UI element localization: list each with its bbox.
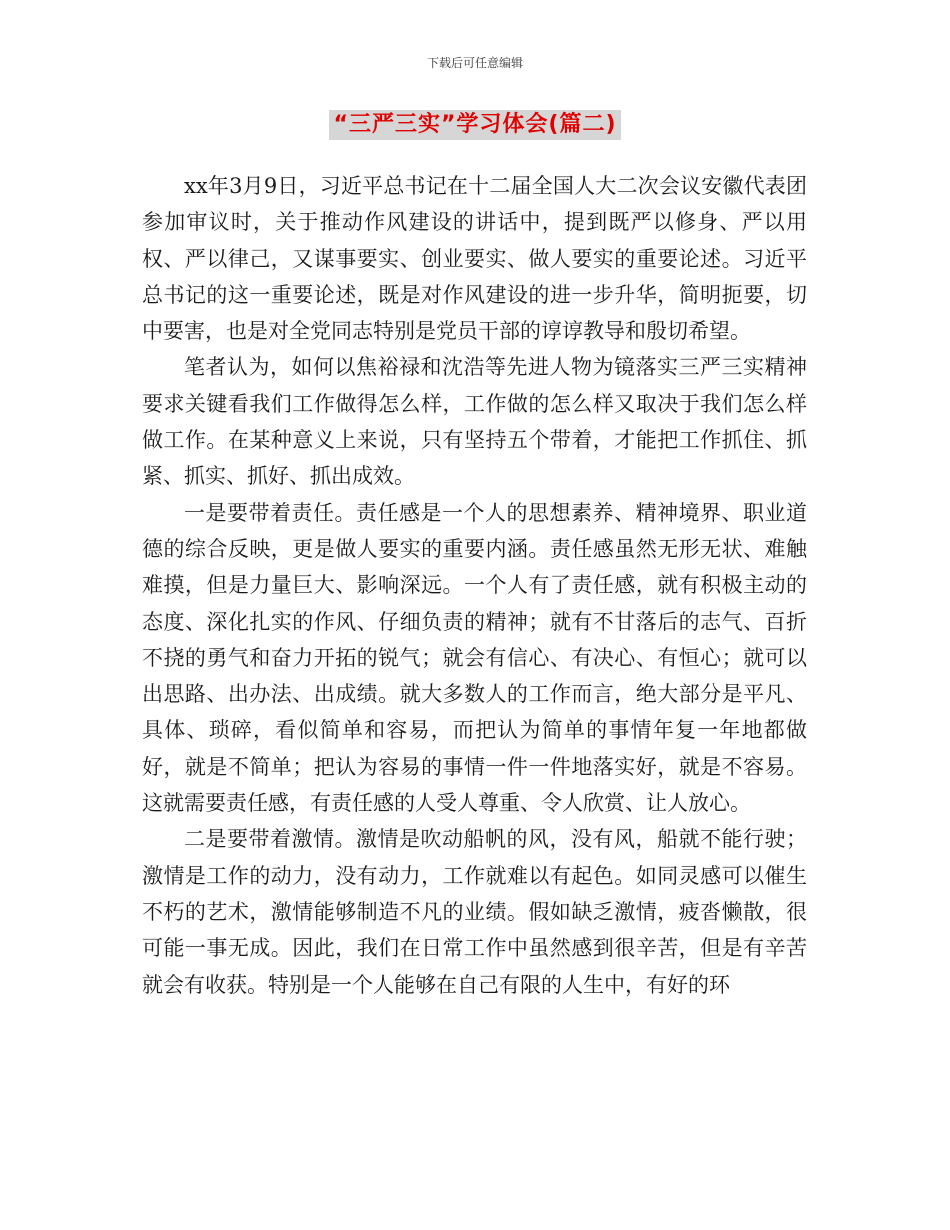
- title-container: [0, 110, 950, 140]
- header-note: 下载后可任意编辑: [426, 56, 523, 70]
- document-body: [142, 168, 807, 1003]
- paragraph-4: 二是要带着激情。激情是吹动船帆的风，没有风，船就不能行驶；激情是工作的动力，没有动力，工作就难以有起色。如同灵感可以催生不朽的艺术，激情能够制造不凡的业绩。假如缺乏激情，疲沓懒散，很可能一事无成。因此，我们在日常工作中虽然感到很辛苦，但是有辛苦就会有收获。特别是一个人能够在自己有限的人生中，有好的环: [142, 827, 807, 997]
- paragraph-1: xx年3月9日，习近平总书记在十二届全国人大二次会议安徽代表团参加审议时，关于推动作风建设的讲话中，提到既严以修身、严以用权、严以律己，又谋事要实、创业要实、做人要实的重要论述。习近平总书记的这一重要论述，既是对作风建设的进一步升华，简明扼要，切中要害，也是对全党同志特别是党员干部的谆谆教导和殷切希望。: [142, 174, 807, 344]
- paragraph-3: 一是要带着责任。责任感是一个人的思想素养、精神境界、职业道德的综合反映，更是做人要实的重要内涵。责任感虽然无形无状、难触难摸，但是力量巨大、影响深远。一个人有了责任感，就有积极主动的态度、深化扎实的作风、仔细负责的精神；就有不甘落后的志气、百折不挠的勇气和奋力开拓的锐气；就会有信心、有决心、有恒心；就可以出思路、出办法、出成绩。就大多数人的工作而言，绝大部分是平凡、具体、琐碎，看似简单和容易，而把认为简单的事情年复一年地都做好，就是不简单；把认为容易的事情一件一件地落实好，就是不容易。这就需要责任感，有责任感的人受人尊重、令人欣赏、让人放心。: [142, 500, 807, 816]
- document-title: “三严三实”学习体会(篇二): [329, 110, 620, 140]
- paragraph-2: 笔者认为，如何以焦裕禄和沈浩等先进人物为镜落实三严三实精神要求关键看我们工作做得怎么样，工作做的怎么样又取决于我们怎么样做工作。在某种意义上来说，只有坚持五个带着，才能把工作抓住、抓紧、抓实、抓好、抓出成效。: [142, 355, 807, 489]
